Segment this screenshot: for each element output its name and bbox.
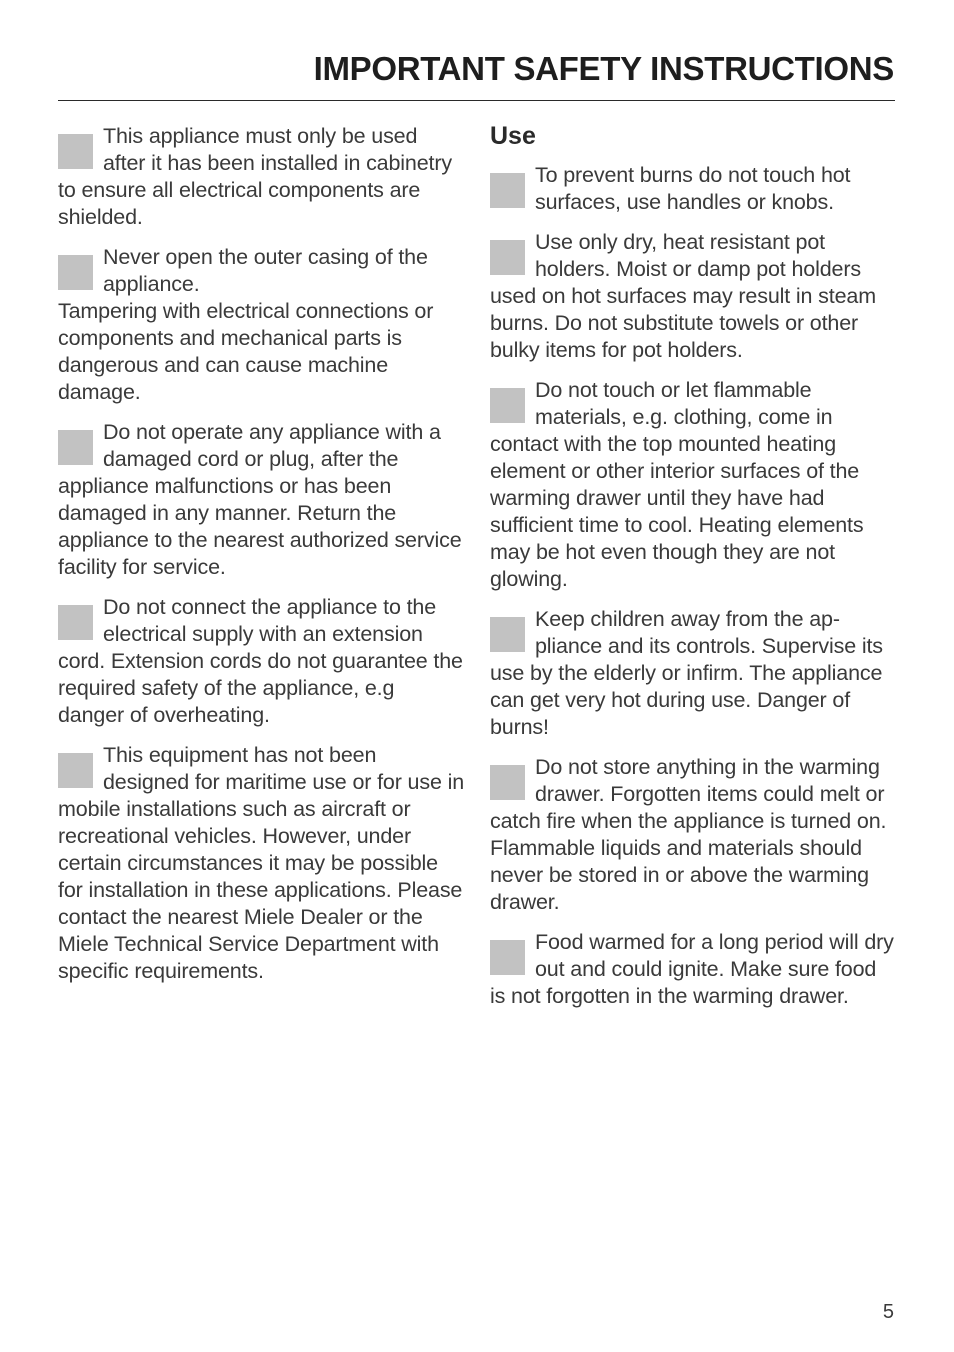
safety-item <box>490 162 896 216</box>
bullet-marker-icon <box>490 617 525 652</box>
safety-item <box>58 742 464 985</box>
safety-item <box>490 229 896 364</box>
safety-item-text: This appliance must only be used after it has been installed in cabinetry to ensure all electrical components are shielded. <box>58 124 452 229</box>
safety-item-text: Do not operate any appliance with a damaged cord or plug, after the appliance malfunctions or has been damaged in any manner. Return the appliance to the nearest authorized service facility for service. <box>58 420 462 579</box>
safety-item <box>490 929 896 1010</box>
bullet-marker-icon <box>490 388 525 423</box>
safety-item-text: To prevent burns do not touch hot surfaces, use handles or knobs. <box>535 163 851 214</box>
safety-item <box>58 419 464 581</box>
bullet-marker-icon <box>58 430 93 465</box>
bullet-marker-icon <box>58 255 93 290</box>
safety-item-text: Do not connect the appliance to the electrical supply with an extension cord. Extension cords do not guarantee the required safety of the appliance, e.g danger of overheating. <box>58 595 463 727</box>
safety-item-extra-text: Tampering with electrical connections or components and mechanical parts is dangerous and can cause machine damage. <box>58 299 434 404</box>
safety-item <box>58 123 464 231</box>
left-column <box>58 123 464 998</box>
bullet-marker-icon <box>490 240 525 275</box>
safety-item-text: Do not touch or let flammable materials, e.g. clothing, come in contact with the top mounted heating element or other interior surfaces of the warming drawer until they have had sufficient time to cool. Heating elements may be hot even though they are not glowing. <box>490 378 864 591</box>
safety-item <box>490 606 896 741</box>
bullet-marker-icon <box>490 765 525 800</box>
safety-item <box>490 754 896 916</box>
bullet-marker-icon <box>58 134 93 169</box>
bullet-marker-icon <box>490 173 525 208</box>
safety-item <box>490 377 896 593</box>
safety-item-text: Food warmed for a long period will dry out and could ignite. Make sure food is not forgotten in the warming drawer. <box>490 930 894 1008</box>
bullet-marker-icon <box>58 753 93 788</box>
page-title: IMPORTANT SAFETY INSTRUCTIONS <box>313 50 894 87</box>
safety-item <box>58 594 464 729</box>
safety-item-text: Use only dry, heat resistant pot holders. Moist or damp pot holders used on hot surfaces may result in steam burns. Do not substitute towels or other bulky items for pot holders. <box>490 230 876 362</box>
safety-item-text: This equipment has not been designed for maritime use or for use in mobile installations such as aircraft or recreational vehicles. However, under certain circumstances it may be possible for installation in these applications. Please contact the nearest Miele Dealer or the Miele Technical Service Department with specific requirements. <box>58 743 465 983</box>
safety-item <box>58 244 464 406</box>
safety-item-text: Never open the outer casing of the appliance. <box>103 245 428 296</box>
right-column <box>490 123 896 1023</box>
bullet-marker-icon <box>490 940 525 975</box>
safety-item-text: Keep children away from the appliance and its controls. Supervise its use by the elderly or infirm. The appliance can get very hot during use. Danger of burns! <box>490 607 883 739</box>
bullet-marker-icon <box>58 605 93 640</box>
safety-item-text: Do not store anything in the warming drawer. Forgotten items could melt or catch fire when the appliance is turned on. Flammable liquids and materials should never be stored in or above the warming drawer. <box>490 755 887 914</box>
page-number: 5 <box>882 1301 894 1323</box>
header-divider <box>58 100 895 101</box>
section-heading-use: Use <box>490 122 536 150</box>
